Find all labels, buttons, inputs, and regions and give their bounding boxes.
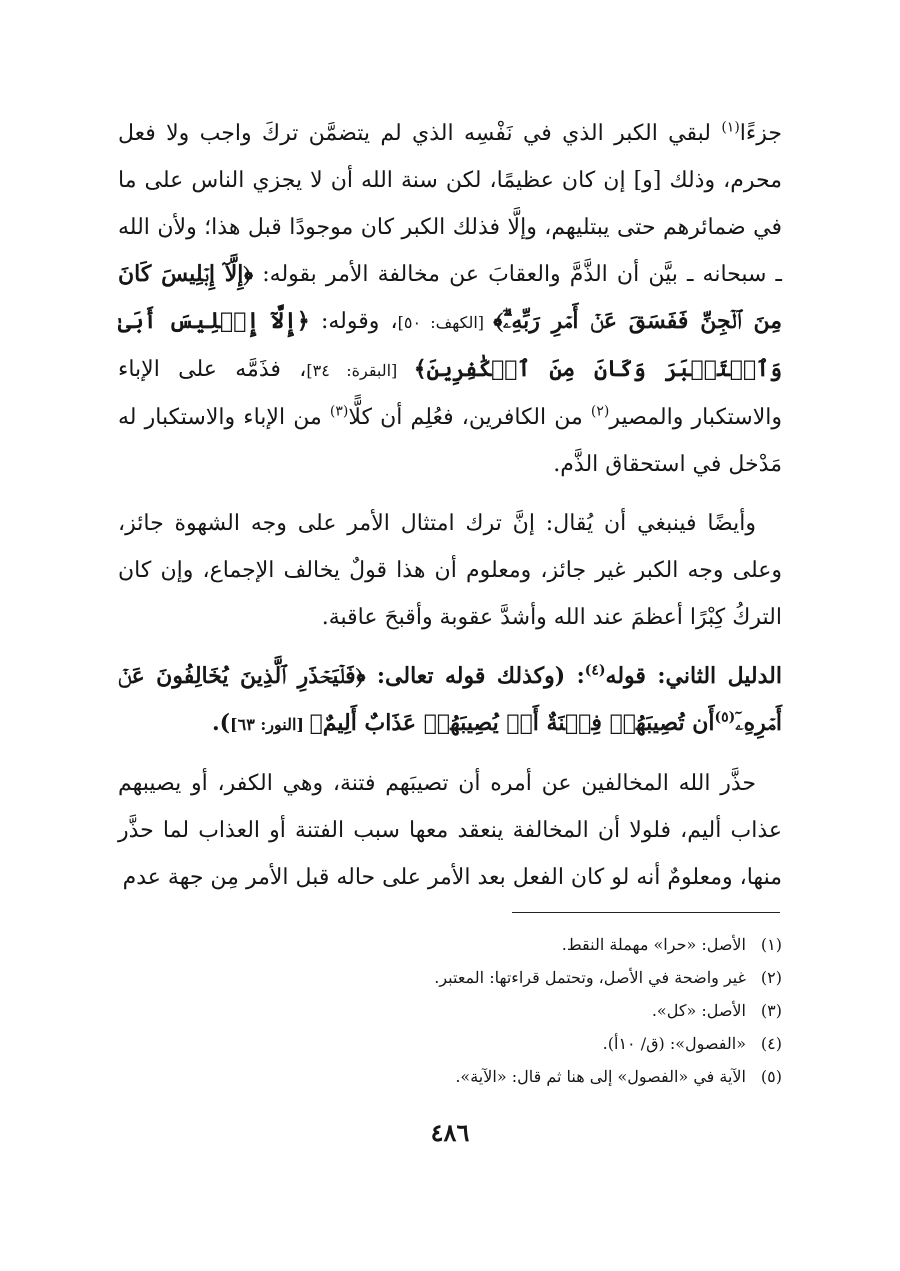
quran-verse-baqarah: ﴿إِلَّآ إِبۡلِيسَ أَبَىٰ وَٱسۡتَكۡبَرَ وَكَانَ مِنَ ٱلۡكَٰفِرِينَ﴾ xyxy=(118,308,782,382)
text-run: حذَّر الله المخالفين عن أمره أن تصيبَهم فتنة، وهي الكفر، أو يصيبهم عذاب أليم، فلولا أن المخالفة ينعقد معها سبب الفتنة أو العذاب لما حذَّر منها، ومعلومٌ أنه لو كان الفعل بعد الأمر على حاله قبل الأمر مِن جهة عدم xyxy=(118,771,782,890)
footnote-text: «الفصول»: (ق/ ١٠أ). xyxy=(602,1034,746,1053)
text-run: ، فذَمَّه على الإباء والاستكبار والمصير xyxy=(118,357,782,430)
paragraph-1 xyxy=(118,110,782,488)
quran-verse-nur: ﴿فَلۡيَحۡذَرِ ٱلَّذِينَ يُخَالِفُونَ عَنۡ أَمۡرِهِۦٓ xyxy=(118,663,782,736)
text-run: وأيضًا فينبغي أن يُقال: إنَّ ترك امتثال الأمر على وجه الشهوة جائز، وعلى وجه الكبر غير جائز، ومعلوم أن هذا قولٌ يخالف الإجماع، وإن كان التركُ كِبْرًا أعظمَ عند الله وأشدَّ عقوبة وأقبحَ عاقبة. xyxy=(118,511,782,630)
verse-reference: [البقرة: ٣٤] xyxy=(306,361,414,380)
verse-reference: [الكهف: ٥٠] xyxy=(397,313,494,332)
text-run: جزءًا xyxy=(739,121,782,146)
paragraph-2 xyxy=(118,500,782,641)
main-text xyxy=(118,110,782,901)
quran-verse-kahf: ﴿إِلَّآ إِبۡلِيسَ كَانَ مِنَ ٱلۡجِنِّ فَفَسَقَ عَنۡ أَمۡرِ رَبِّهِۦٓۗ﴾ xyxy=(118,261,782,334)
footnote xyxy=(118,1027,782,1060)
footnote-text: الأصل: «كل». xyxy=(651,1001,746,1020)
page-number: ٤٨٦ xyxy=(430,1118,470,1147)
footnote-ref-1[interactable]: (١) xyxy=(721,119,740,136)
text-run: ). xyxy=(211,710,231,736)
footnote xyxy=(118,928,782,961)
footnote-ref-2[interactable]: (٢) xyxy=(590,403,610,420)
text-run: من الإباء والاستكبار له مَدْخل في استحقاق الذَّم. xyxy=(118,405,782,477)
footnote-number: (١) xyxy=(760,935,782,954)
footnote-number: (٥) xyxy=(760,1067,782,1086)
paragraph-4 xyxy=(118,760,782,901)
footnotes xyxy=(118,928,782,1093)
footnote-ref-3[interactable]: (٣) xyxy=(329,403,349,420)
footnote-number: (٤) xyxy=(760,1034,782,1053)
quran-verse-nur-cont: أَن تُصِيبَهُمۡ فِتۡنَةٌ أَوۡ يُصِيبَهُمۡ عَذَابٌ أَلِيمٌ﴾ xyxy=(309,710,715,736)
verse-reference: [النور: ٦٣] xyxy=(230,715,310,734)
footnote-ref-5[interactable]: (٥) xyxy=(714,709,736,726)
footnote-text: غير واضحة في الأصل، وتحتمل قراءتها: المعتبر. xyxy=(434,968,746,987)
footnote-text: الآية في «الفصول» إلى هنا ثم قال: «الآية». xyxy=(455,1067,746,1086)
footnote-number: (٢) xyxy=(760,968,782,987)
evidence-heading: الدليل الثاني: قوله xyxy=(605,663,782,689)
text-run: : (وكذلك قوله تعالى: xyxy=(365,663,585,689)
footnote xyxy=(118,994,782,1027)
footnote xyxy=(118,961,782,994)
footnote xyxy=(118,1060,782,1093)
paragraph-3 xyxy=(118,653,782,748)
text-run: من الكافرين، فعُلِم أن كلًّا xyxy=(348,405,591,430)
footnote-number: (٣) xyxy=(760,1001,782,1020)
text-run: ، وقوله: xyxy=(309,309,398,334)
text-run: لبقي الكبر الذي في نَفْسِه الذي لم يتضمَّن تركَ واجب ولا فعل محرم، وذلك [و] إن كان عظيمًا، لكن سنة الله أن لا يجزي الناس على ما في ضمائرهم حتى يبتليهم، وإلَّا فذلك الكبر كان موجودًا قبل هذا؛ ولأن الله ـ سبحانه ـ بيَّن أن الذَّمَّ والعقابَ عن مخالفة الأمر بقوله: xyxy=(118,121,783,287)
footnote-text: الأصل: «حرا» مهملة النقط. xyxy=(561,935,746,954)
footnote-ref-4[interactable]: (٤) xyxy=(584,662,606,679)
footnote-separator xyxy=(512,912,780,913)
